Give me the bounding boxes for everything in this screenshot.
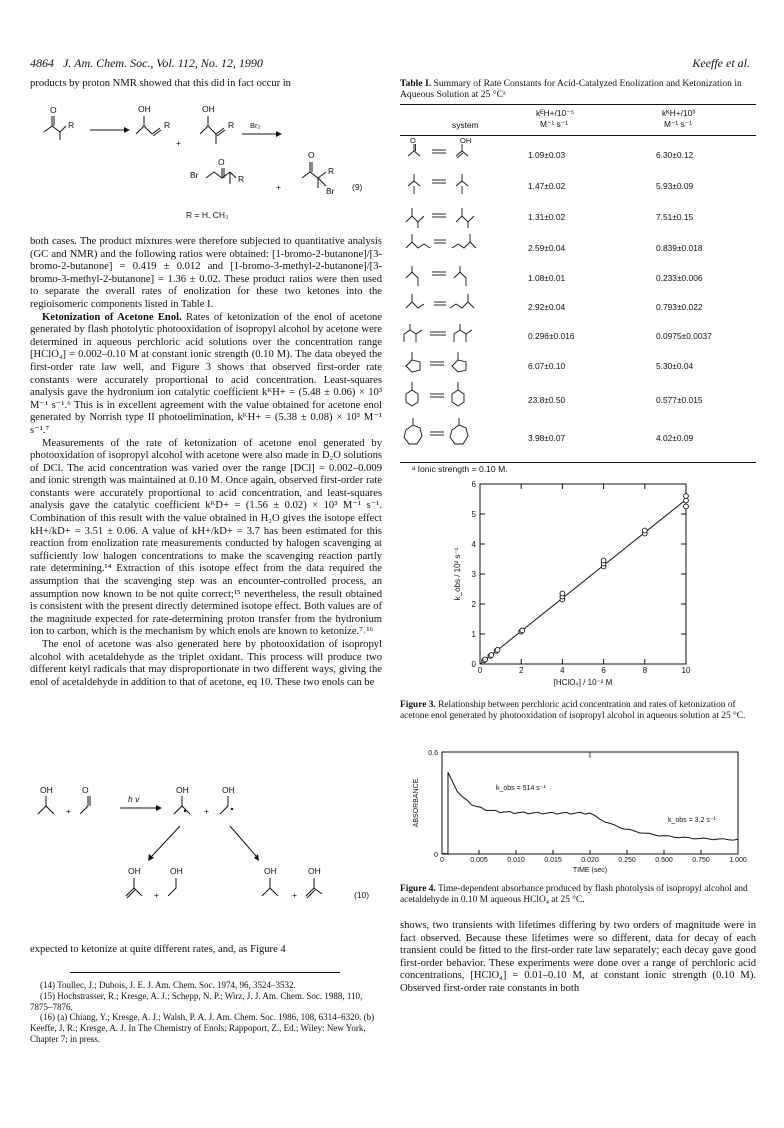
enolization-rate-cell: 0.296±0.016 bbox=[528, 331, 575, 341]
data-point bbox=[684, 494, 689, 499]
svg-text:h v: h v bbox=[128, 794, 140, 804]
running-header-left bbox=[30, 56, 263, 71]
table-bottom-rule bbox=[400, 462, 756, 463]
data-point bbox=[495, 648, 500, 653]
table-row bbox=[400, 202, 756, 232]
table-row bbox=[400, 232, 756, 263]
x-axis-label: [HClO₄] / 10⁻² M bbox=[553, 678, 613, 687]
svg-text:(10): (10) bbox=[354, 890, 370, 900]
data-point bbox=[520, 628, 525, 633]
body-text-left bbox=[30, 236, 382, 689]
svg-text:OH: OH bbox=[138, 104, 151, 114]
x-tick-label: 0.250 bbox=[618, 857, 636, 864]
col-header-system: system bbox=[452, 120, 479, 130]
paragraph-figure4-ref: expected to ketonize at quite different rates, and, as Figure 4 bbox=[30, 944, 286, 955]
table-top-rule bbox=[400, 104, 756, 105]
enolization-rate-cell: 1.09±0.03 bbox=[528, 150, 566, 160]
y-tick-label: 1 bbox=[471, 630, 476, 639]
y-tick-label: 5 bbox=[471, 510, 476, 519]
figure-4-chart bbox=[404, 744, 752, 880]
y-tick-label: 2 bbox=[471, 600, 476, 609]
svg-text:R: R bbox=[164, 120, 171, 130]
svg-text:O: O bbox=[308, 150, 315, 160]
col-header-ketonization-unit: M⁻¹ s⁻¹ bbox=[664, 119, 692, 129]
svg-text:+: + bbox=[154, 890, 159, 900]
col-header-enolization-unit: M⁻¹ s⁻¹ bbox=[540, 119, 568, 129]
svg-text:+: + bbox=[176, 138, 181, 148]
footnote-rule bbox=[70, 972, 340, 973]
paragraph-acetaldehyde: The enol of acetone was also generated here by photooxidation of isopropyl alcohol with acetaldehyde as the triplet oxidant. This process will produce two different ketyl radicals that may disproportionate in two different ways, giving the enol of acetaldehyde in addition to that of acetone, eq 10. These two enols can be bbox=[30, 639, 382, 688]
footnote-14: (14) Toullec, J.; Dubois, J. E. J. Am. Chem. Soc. 1974, 96, 3524–3532. bbox=[40, 980, 296, 990]
x-tick-label: 2 bbox=[518, 666, 524, 675]
col-header-ketonization: kᴷH+/10³ bbox=[662, 108, 696, 118]
annotation-slow-decay: k_obs = 3.2 s⁻¹ bbox=[668, 817, 716, 824]
data-point bbox=[684, 504, 689, 509]
svg-text:R: R bbox=[238, 174, 245, 184]
table-row bbox=[400, 350, 756, 382]
structure-cell bbox=[400, 322, 528, 350]
enolization-rate-cell: 3.98±0.07 bbox=[528, 433, 566, 443]
journal-citation: J. Am. Chem. Soc., Vol. 112, No. 12, 1990 bbox=[63, 56, 263, 70]
table-title: Table I. Summary of Rate Constants for Acid-Catalyzed Enolization and Ketonization in Aqueous Solution at 25 °Cᵃ bbox=[400, 78, 742, 101]
structure-cell bbox=[400, 202, 528, 232]
svg-text:OH: OH bbox=[128, 866, 141, 876]
x-tick-label: 4 bbox=[560, 666, 565, 675]
ketonization-rate-cell: 0.0975±0.0037 bbox=[656, 331, 712, 341]
svg-text:OH: OH bbox=[460, 138, 472, 145]
x-axis-label: TIME (sec) bbox=[572, 867, 608, 874]
x-tick-label: 0.750 bbox=[692, 857, 710, 864]
svg-text:OH: OH bbox=[308, 866, 321, 876]
paragraph-product-ratios: both cases. The product mixtures were therefore subjected to quantitative analysis (GC and NMR) and the following ratios were obtained: [1-bromo-2-butanone]/[3-bromo-2-butanone] = 0.419 ± 0.012 and [1-bromo-3-methyl-2-butanone]/[3-bromo-3-methyl-2-butanone] = 1.36 ± 0.02. These product ratios were then used to separate the overall rates of enolization for these two ketones into the regioisomeric components listed in Table I. bbox=[30, 236, 382, 310]
enolization-rate-cell: 23.8±0.50 bbox=[528, 395, 566, 405]
x-tick-label: 8 bbox=[642, 666, 648, 675]
table-row bbox=[400, 140, 756, 170]
table-row bbox=[400, 322, 756, 350]
structure-cell bbox=[400, 232, 528, 263]
running-header-author: Keeffe et al. bbox=[692, 56, 750, 70]
svg-text:OH: OH bbox=[222, 785, 235, 795]
table-body bbox=[400, 140, 756, 458]
x-tick-label: 1.000 bbox=[729, 857, 747, 864]
footnotes bbox=[30, 980, 382, 1045]
table-row bbox=[400, 292, 756, 322]
svg-text:O: O bbox=[218, 157, 225, 167]
svg-text:OH: OH bbox=[264, 866, 277, 876]
equation-10-scheme bbox=[30, 784, 382, 922]
enolization-rate-cell: 1.47±0.02 bbox=[528, 181, 566, 191]
y-tick-label: 0.6 bbox=[428, 750, 438, 757]
table-row bbox=[400, 263, 756, 292]
table-row bbox=[400, 170, 756, 202]
table-row bbox=[400, 382, 756, 418]
svg-text:R = H, CH₃: R = H, CH₃ bbox=[186, 210, 229, 220]
ketonization-rate-cell: 4.02±0.09 bbox=[656, 433, 694, 443]
y-tick-label: 6 bbox=[471, 480, 476, 489]
x-tick-label: 0 bbox=[440, 857, 444, 864]
enolization-rate-cell: 6.07±0.10 bbox=[528, 361, 566, 371]
structure-cell bbox=[400, 382, 528, 418]
x-tick-label: 0.010 bbox=[507, 857, 525, 864]
ketonization-rate-cell: 0.793±0.022 bbox=[656, 302, 703, 312]
enolization-rate-cell: 1.08±0.01 bbox=[528, 272, 566, 283]
section-heading: Ketonization of Acetone Enol. bbox=[42, 311, 182, 323]
col-header-enolization: kᴱH+/10⁻⁵ bbox=[536, 108, 575, 118]
structure-cell bbox=[400, 292, 528, 322]
x-tick-label: 0.500 bbox=[655, 857, 673, 864]
structure-cell bbox=[400, 418, 528, 458]
svg-text:O: O bbox=[50, 105, 57, 115]
y-tick-label: 0 bbox=[434, 852, 438, 859]
ketone-structure bbox=[44, 116, 66, 140]
svg-text:Br: Br bbox=[326, 186, 335, 196]
y-tick-label: 3 bbox=[471, 570, 476, 579]
svg-text:Br: Br bbox=[190, 170, 199, 180]
svg-text:R: R bbox=[228, 120, 235, 130]
data-point bbox=[489, 653, 494, 658]
footnote-15: (15) Hochstrasser, R.; Kresge, A. J.; Schepp, N. P.; Wirz, J. J. Am. Chem. Soc. 1988, 110, 7875–7876. bbox=[30, 990, 363, 1012]
x-tick-label: 0 bbox=[477, 666, 483, 675]
x-tick-label: 6 bbox=[601, 666, 606, 675]
structure-cell bbox=[400, 170, 528, 202]
enolization-rate-cell: 2.92±0.04 bbox=[528, 302, 566, 312]
svg-text:+: + bbox=[204, 806, 209, 816]
ketonization-rate-cell: 0.233±0.006 bbox=[656, 272, 703, 283]
ketonization-rate-cell: 0.577±0.015 bbox=[656, 395, 703, 405]
footnote-16: (16) (a) Chiang, Y.; Kresge, A. J.; Walsh, P. A. J. Am. Chem. Soc. 1986, 108, 6314–6320. (b) Keeffe, J. R.; Kresge, A. J. In The Chemistry of Enols; Rappoport, Z., Ed.; Wiley: New York, Chapter 7; in press. bbox=[30, 1012, 375, 1044]
rate-constants-table bbox=[400, 140, 756, 458]
svg-text:O: O bbox=[410, 138, 416, 145]
svg-text:R: R bbox=[328, 166, 335, 176]
y-axis-label: k_obs / 10² s⁻¹ bbox=[453, 547, 462, 601]
svg-text:OH: OH bbox=[202, 104, 215, 114]
figure-3-caption: Figure 3. Relationship between perchloric acid concentration and rates of ketonization of acetone enol generated by photooxidation of isopropyl alcohol in aqueous solution at 25 °C. bbox=[400, 700, 746, 722]
body-text-right: shows, two transients with lifetimes differing by two orders of magnitude were in fact observed. Because these lifetimes were so different, data for decay of each transient could be fitted to the first-order rate law separately; each decay gave good first-order behavior. These experiments were done over a range of perchloric acid concentrations, [HClO₄] = 0.01–0.10 M, at constant ionic strength (0.10 M). Observed first-order rate constants in both bbox=[400, 920, 756, 994]
x-tick-label: 0.015 bbox=[544, 857, 562, 864]
page-number: 4864 bbox=[30, 56, 54, 70]
equation-9-scheme bbox=[30, 94, 382, 234]
data-point bbox=[601, 558, 606, 563]
svg-text:+: + bbox=[66, 806, 71, 816]
plot-frame bbox=[480, 484, 686, 664]
svg-text:+: + bbox=[276, 182, 281, 192]
svg-text:+: + bbox=[292, 890, 297, 900]
svg-text:O: O bbox=[82, 785, 89, 795]
ketonization-rate-cell: 5.30±0.04 bbox=[656, 361, 694, 371]
y-tick-label: 0 bbox=[471, 660, 476, 669]
x-tick-label: 0.005 bbox=[470, 857, 488, 864]
paragraph-isotope-effect: Measurements of the rate of ketonization of acetone enol generated by photooxidation of isopropyl alcohol with acetone were also made in D₂O solutions of DCl. The acid concentration was varied over the range [DCl] = 0.002–0.009 and ionic strength was maintained at 0.10 M. Once again, observed first-order rate constants were accurately proportional to acid concentration, and least-squares analysis gave the catalytic coefficient kᴷD+ = (1.56 ± 0.02) × 10³ M⁻¹ s⁻¹. Combination of this result with the value obtained in H₂O gives the isotope effect kH+/kD+ = 3.51 ± 0.06. A value of kH+/kD+ = 3.7 has been estimated for this reaction from enolization rate measurements conducted by halogen scavenging at sufficiently low halogen concentrations to make the scavenging reaction partly rate determining.¹⁴ Extraction of this isotope effect from the data required the assumption that the scavenging step was an encounter-controlled process, an assumption now known to be not quite correct;¹⁵ nevertheless, the result obtained is consistent with the present directly determined isotope effect. Both values are of the magnitude expected for rate-determining proton transfer from the hydronium ion to carbon, which is the mechanism by which enols are known to ketonize.⁷˒¹⁶ bbox=[30, 437, 382, 638]
x-tick-label: 10 bbox=[681, 666, 691, 675]
svg-text:OH: OH bbox=[40, 785, 53, 795]
ketonization-rate-cell: 0.839±0.018 bbox=[656, 242, 703, 253]
structure-cell bbox=[400, 350, 528, 382]
enolization-rate-cell: 1.31±0.02 bbox=[528, 212, 566, 222]
figure-4-caption: Figure 4. Time-dependent absorbance produced by flash photolysis of isopropyl alcohol and acetaldehyde in 0.10 M aqueous HClO₄ at 25 °C. bbox=[400, 884, 748, 906]
intro-text: products by proton NMR showed that this did in fact occur in bbox=[30, 78, 291, 89]
structure-cell bbox=[400, 263, 528, 292]
svg-text:OH: OH bbox=[170, 866, 183, 876]
ketonization-rate-cell: 6.30±0.12 bbox=[656, 150, 694, 160]
paragraph-ketonization: Ketonization of Acetone Enol. Rates of ketonization of the enol of acetone generated by flash photolytic photooxidation of isopropyl alcohol by acetone were determined in aqueous perchloric acid solutions over the concentration range [HClO₄] = 0.002–0.10 M at constant ionic strength (0.10 M). The data obeyed the first-order rate law well, and Figure 3 shows that observed first-order rate constants were accurately proportional to acid concentration. Least-squares analysis gave the hydronium ion catalytic coefficient kᴷH+ = (5.48 ± 0.06) × 10³ M⁻¹ s⁻¹.⁶ This is in excellent agreement with the value obtained for acetone enol generated by Norrish type II photoelimination, kᴷH+ = (5.38 ± 0.08) × 10³ M⁻¹ s⁻¹.⁷ bbox=[30, 311, 382, 436]
data-point bbox=[560, 591, 565, 596]
table-footnote: ᵃ Ionic strength = 0.10 M. bbox=[412, 464, 508, 474]
data-point bbox=[483, 657, 488, 662]
svg-text:OH: OH bbox=[176, 785, 189, 795]
y-tick-label: 4 bbox=[471, 540, 476, 549]
figure-3-chart bbox=[440, 478, 702, 694]
table-header-rule bbox=[400, 135, 756, 136]
enolization-rate-cell: 2.59±0.04 bbox=[528, 242, 566, 253]
data-point bbox=[642, 528, 647, 533]
svg-text:Br₂: Br₂ bbox=[250, 121, 261, 130]
ketonization-rate-cell: 5.93±0.09 bbox=[656, 181, 694, 191]
x-tick-label: 0.020 bbox=[581, 857, 599, 864]
y-axis-label: ABSORBANCE bbox=[413, 778, 420, 828]
ketonization-rate-cell: 7.51±0.15 bbox=[656, 212, 694, 222]
absorbance-trace bbox=[442, 772, 738, 853]
fit-line bbox=[480, 500, 686, 664]
structure-cell bbox=[400, 140, 528, 170]
svg-text:(9): (9) bbox=[352, 182, 363, 192]
table-row bbox=[400, 418, 756, 458]
svg-text:R: R bbox=[68, 120, 75, 130]
table-header bbox=[400, 106, 756, 134]
annotation-fast-decay: k_obs = 514 s⁻¹ bbox=[496, 785, 546, 792]
